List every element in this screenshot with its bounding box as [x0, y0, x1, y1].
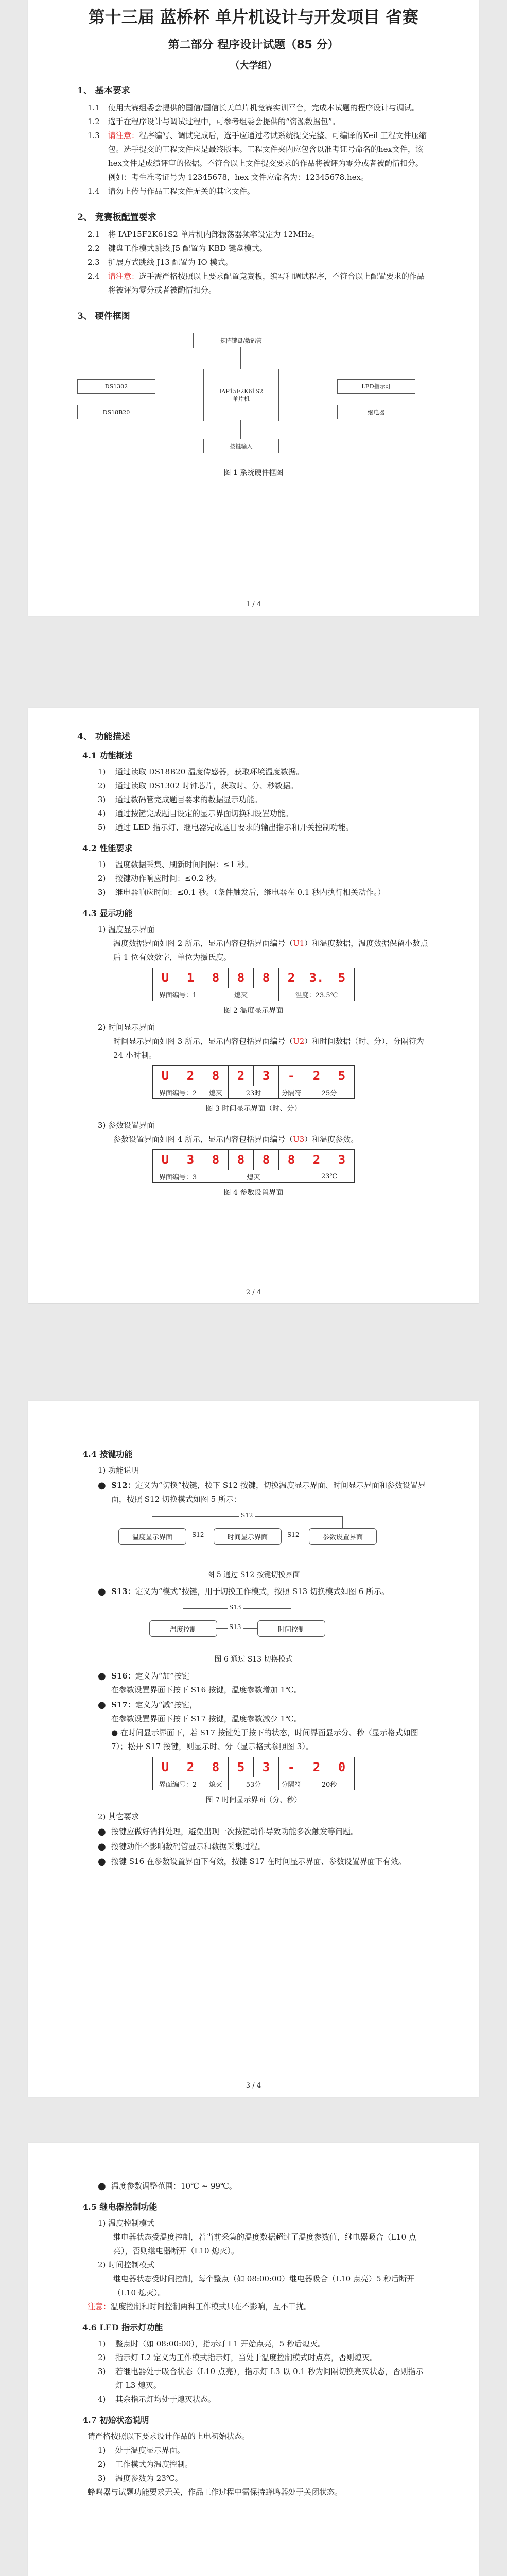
list-item	[88, 129, 430, 171]
keys-other-list	[77, 1825, 430, 1869]
lcd-digit: 5	[329, 1066, 355, 1086]
display-item-temp: 1) 温度显示界面	[98, 925, 155, 934]
page-number: 1 / 4	[246, 601, 261, 608]
temp-display-desc: 温度数据界面如图 2 所示，显示内容包括界面编号（U1）和温度数据，温度数据保留小数点后 1 位有效数字，单位为摄氏度。	[113, 939, 428, 962]
text-line: 在参数设置界面下按下 S16 按键，温度参数增加 1℃。	[111, 1685, 302, 1694]
time-minsec-display-digits	[152, 1757, 355, 1790]
lcd-digit: 2	[304, 1066, 329, 1086]
time-display-digits	[152, 1065, 355, 1099]
lcd-digit: 8	[279, 1150, 304, 1170]
item-text: 若继电器处于吸合状态（L10 点亮），指示灯 L3 以 0.1 秒为间隔切换亮灭状态，否则指示灯 L3 熄灭。	[115, 2367, 424, 2390]
item-number: 2.2	[88, 244, 100, 253]
lcd-digit: 8	[203, 968, 229, 988]
hardware-block-diagram	[77, 327, 430, 463]
lcd-segment-label: 20秒	[304, 1777, 355, 1790]
section-display: 4.3 显示功能	[82, 908, 133, 918]
item-text: 例如：考生准考证号为 12345678，hex 文件应命名为：12345678.hex。	[108, 173, 369, 182]
item-text: 温度参数为 23℃。	[115, 2473, 183, 2483]
text-line: 在参数设置界面下按下 S17 按键，温度参数减少 1℃。	[111, 1714, 302, 1723]
block-led: LED指示灯	[337, 379, 415, 394]
item-number	[88, 171, 108, 184]
item-text: 处于温度显示界面。	[115, 2446, 185, 2455]
param-display-digits	[152, 1149, 355, 1183]
text-line: 定义为“减”按键，	[135, 1700, 198, 1709]
item-number: 2)	[98, 2460, 106, 2469]
item-number: 2.3	[88, 258, 100, 267]
display-item-param: 3) 参数设置界面	[98, 1121, 155, 1130]
item-number: 3)	[98, 795, 106, 804]
figure-3-caption: 图 3 时间显示界面（时、分）	[205, 1105, 302, 1113]
section-init: 4.7 初始状态说明	[82, 2415, 149, 2425]
block-ds18b20: DS18B20	[77, 405, 155, 419]
section-keys: 4.4 按键功能	[82, 1449, 133, 1459]
lcd-segment-label: 温度：23.5℃	[279, 988, 355, 1001]
item-text: 指示灯 L2 定义为工作模式指示灯，当处于温度控制模式时点亮，否则熄灭。	[115, 2353, 378, 2362]
lcd-segment-label: 23时	[229, 1086, 279, 1099]
item-number: 1.1	[88, 103, 100, 112]
lcd-digit: 5	[229, 1757, 254, 1777]
section-board-config: 2、 竞赛板配置要求	[77, 212, 156, 223]
flow-temp-mode: 温度控制	[149, 1620, 217, 1637]
lcd-digit: 3	[329, 1150, 355, 1170]
flow-label: S12	[190, 1531, 206, 1538]
key-s13-desc: ● S13：定义为“模式”按键，用于切换工作模式，按照 S13 切换模式如图 6 所示。	[98, 1586, 390, 1597]
lcd-digit: 8	[203, 1757, 229, 1777]
key-s17-desc: ● S17：定义为“减”按键， 在参数设置界面下按下 S17 按键，温度参数减少 1℃。 ● 在时间显示界面下，若 S17 按键处于按下的状态，时间界面显示分、秒（显示格式如图 7）；松开 S17 按键，则显示时、分（显示格式参照图 3）。	[98, 1698, 430, 1754]
page-number: 3 / 4	[246, 2082, 261, 2090]
page-number: 2 / 4	[246, 1289, 261, 1296]
flow-temp-display: 温度显示界面	[118, 1528, 186, 1545]
figure-6-caption: 图 6 通过 S13 切换模式	[214, 1655, 293, 1664]
init-list	[77, 2444, 430, 2485]
lcd-digit: U	[153, 1150, 178, 1170]
lcd-digit: 2	[229, 1066, 254, 1086]
lcd-digit: 8	[203, 1066, 229, 1086]
item-text: 其余指示灯均处于熄灭状态。	[115, 2395, 216, 2404]
list-item	[98, 858, 430, 872]
lcd-segment-label: 23℃	[304, 1170, 355, 1183]
section-led: 4.6 LED 指示灯功能	[82, 2323, 163, 2332]
lcd-digit: 8	[254, 1150, 279, 1170]
relay-time-mode-title: 2) 时间控制模式	[98, 2260, 155, 2269]
keys-function-title: 1) 功能说明	[98, 1466, 139, 1475]
lcd-digit: 2	[304, 1757, 329, 1777]
group-label: （大学组）	[230, 60, 277, 71]
item-number: 1.3	[88, 131, 100, 140]
document-title: 第十三届 蓝桥杯 单片机设计与开发项目 省赛	[88, 7, 419, 27]
lcd-digit: 8	[229, 1150, 254, 1170]
item-text: 扩展方式跳线 J13 配置为 IO 模式。	[108, 258, 233, 267]
list-item	[98, 2471, 430, 2485]
item-text: 整点时（如 08:00:00），指示灯 L1 开始点亮，5 秒后熄灭。	[115, 2339, 325, 2348]
page-1	[28, 0, 479, 616]
lcd-digit: 3.	[304, 968, 329, 988]
item-number: 1)	[98, 2446, 106, 2455]
item-number: 3)	[98, 888, 106, 897]
list-item	[88, 228, 430, 242]
section-function: 4、 功能描述	[77, 732, 130, 742]
lcd-segment-label: 熄灭	[203, 1170, 304, 1183]
lcd-digit: 2	[304, 1150, 329, 1170]
connector	[240, 347, 241, 369]
figure-1-caption: 图 1 系统硬件框图	[223, 469, 284, 477]
list-item	[98, 2365, 430, 2393]
item-text: 继电器响应时间：≤0.1 秒。（条件触发后，继电器在 0.1 秒内执行相关动作。）	[115, 888, 386, 897]
lcd-digit: U	[153, 968, 178, 988]
item-number: 1.4	[88, 187, 100, 196]
relay-note: 注意：温度控制和时间控制两种工作模式只在不影响，互不干扰。	[88, 2302, 312, 2311]
lcd-digit: U	[153, 1066, 178, 1086]
lcd-segment-label: 53分	[229, 1777, 279, 1790]
item-text: 将 IAP15F2K61S2 单片机内部振荡器频率设定为 12MHz。	[108, 230, 320, 239]
flow-param-display: 参数设置界面	[309, 1528, 377, 1545]
item-text: 通过 LED 指示灯、继电器完成题目要求的输出指示和开关控制功能。	[115, 823, 354, 832]
item-number: 2.4	[88, 272, 100, 281]
list-item	[98, 821, 430, 835]
lcd-digit: 8	[203, 1150, 229, 1170]
list-item	[98, 793, 430, 807]
flow-label: S12	[286, 1531, 301, 1538]
list-item	[98, 2351, 430, 2365]
list-item: ● 按键 S16 在参数设置界面下有效，按键 S17 在时间显示界面、参数设置界面下有效。	[98, 1856, 406, 1867]
item-text: 请注意：选手需严格按照以上要求配置竞赛板，编写和调试程序，不符合以上配置要求的作品将被评为零分或者被酌情扣分。	[108, 272, 425, 295]
init-tail: 蜂鸣器与试题功能要求无关，作品工作过程中需保持蜂鸣器处于关闭状态。	[88, 2487, 343, 2497]
list-item	[98, 872, 430, 886]
lcd-segment-label: 熄灭	[203, 1777, 229, 1790]
text-line: ● 在时间显示界面下，若 S17 按键处于按下的状态，时间界面显示分、秒（显示格式如图 7）；松开 S17 按键，则显示时、分（显示格式参照图 3）。	[111, 1728, 418, 1751]
page-3	[28, 1401, 479, 2097]
list-item	[88, 101, 430, 115]
list-item	[88, 242, 430, 256]
item-number: 1.2	[88, 117, 100, 126]
page-4	[28, 2143, 479, 2576]
block-keypad-display: 矩阵键盘/数码管	[193, 333, 289, 348]
connector	[240, 420, 241, 439]
section-basic-requirements: 1、 基本要求	[77, 86, 130, 96]
list-item: ● 按键动作不影响数码管显示和数据采集过程。	[98, 1841, 266, 1852]
item-number: 1)	[98, 767, 106, 776]
lcd-digit: 8	[229, 968, 254, 988]
lcd-digit: -	[279, 1757, 304, 1777]
item-number: 4)	[98, 809, 106, 818]
item-number: 2)	[98, 781, 106, 790]
list-item	[98, 807, 430, 821]
text-line: 定义为“加”按键	[135, 1671, 190, 1681]
arrow	[342, 1516, 343, 1528]
temp-display-digits	[152, 968, 355, 1001]
item-number: 4)	[98, 2395, 106, 2404]
lcd-segment-label: 界面编号：3	[153, 1170, 203, 1183]
flow-time-mode: 时间控制	[257, 1620, 325, 1637]
lcd-digit: 2	[279, 968, 304, 988]
s12-flow-diagram	[108, 1509, 430, 1565]
item-number: 5)	[98, 823, 106, 832]
item-text: 通过读取 DS1302 时钟芯片，获取时、分、秒数据。	[115, 781, 299, 790]
lcd-segment-label: 界面编号：2	[153, 1777, 203, 1790]
list-item	[98, 765, 430, 779]
item-text: 选手在程序设计与调试过程中，可参考组委会提供的“资源数据包”。	[108, 117, 340, 126]
block-mcu: IAP15F2K61S2 单片机	[203, 369, 279, 421]
block-key-input: 按键输入	[203, 439, 279, 453]
list-item	[98, 2458, 430, 2471]
lcd-digit: 5	[329, 968, 355, 988]
flow-label: S13	[228, 1604, 243, 1611]
figure-2-caption: 图 2 温度显示界面	[223, 1007, 284, 1015]
item-number: 2)	[98, 2353, 106, 2362]
s13-flow-diagram	[108, 1601, 430, 1650]
item-number: 3)	[98, 2367, 106, 2376]
item-text: 请注意：程序编写、调试完成后，选手应通过考试系统提交完整、可编译的Keil 工程文件压缩包。选手提交的工程文件应是最终版本。工程文件夹内应包含以准考证号命名的hex文件，该hex文件是成绩评审的依据。不符合以上文件提交要求的作品将被评为零分或者被酌情扣分。	[108, 131, 427, 168]
performance-list	[77, 858, 430, 900]
param-display-desc: 参数设置界面如图 4 所示，显示内容包括界面编号（U3）和温度参数。	[113, 1134, 359, 1144]
list-item	[98, 2444, 430, 2458]
item-number: 3)	[98, 2473, 106, 2483]
lcd-digit: 8	[254, 968, 279, 988]
figure-4-caption: 图 4 参数设置界面	[223, 1189, 284, 1197]
list-item	[88, 184, 430, 198]
lcd-segment-label: 界面编号：1	[153, 988, 203, 1001]
lcd-digit: 2	[178, 1757, 203, 1777]
item-text: 键盘工作模式跳线 J5 配置为 KBD 键盘模式。	[108, 244, 267, 253]
lcd-segment-label: 熄灭	[203, 988, 279, 1001]
item-text: 使用大赛组委会提供的国信/国信长天单片机竞赛实训平台，完成本试题的程序设计与调试。	[108, 103, 420, 112]
lcd-segment-label: 熄灭	[203, 1086, 229, 1099]
board-config-list	[77, 228, 430, 297]
list-item	[98, 886, 430, 900]
lcd-digit: 2	[178, 1066, 203, 1086]
list-item	[88, 256, 430, 269]
overview-list	[77, 765, 430, 835]
section-relay: 4.5 继电器控制功能	[82, 2202, 158, 2212]
lcd-segment-label: 分隔符	[279, 1777, 304, 1790]
relay-time-mode-desc: 继电器状态受时间控制，每个整点（如 08:00:00）继电器吸合（L10 点亮）5 秒后断开（L10 熄灭）。	[113, 2274, 415, 2297]
list-item	[88, 171, 430, 184]
item-number: 1)	[98, 2339, 106, 2348]
led-list	[77, 2337, 430, 2406]
item-number: 2)	[98, 874, 106, 883]
item-text: 温度数据采集、刷新时间间隔：≤1 秒。	[115, 860, 253, 869]
figure-5-caption: 图 5 通过 S12 按键切换界面	[207, 1571, 300, 1579]
page-2	[28, 708, 479, 1303]
lcd-digit: 3	[254, 1066, 279, 1086]
lcd-digit: 1	[178, 968, 203, 988]
display-item-time: 2) 时间显示界面	[98, 1023, 155, 1032]
item-text: 通过读取 DS18B20 温度传感器，获取环境温度数据。	[115, 767, 304, 776]
section-overview: 4.1 功能概述	[82, 751, 133, 760]
time-display-desc: 时间显示界面如图 3 所示，显示内容包括界面编号（U2）和时间数据（时、分），分隔符为 24 小时制。	[113, 1037, 424, 1060]
lcd-digit: U	[153, 1757, 178, 1777]
list-item: ● 按键应做好消抖处理，避免出现一次按键动作导致功能多次触发等问题。	[98, 1826, 359, 1837]
section-hardware-diagram: 3、 硬件框图	[77, 311, 130, 321]
temp-range-bullet: ● 温度参数调整范围：10℃ ~ 99℃。	[98, 2181, 237, 2192]
list-item	[98, 2393, 430, 2406]
lcd-segment-label: 界面编号：2	[153, 1086, 203, 1099]
item-text: 按键动作响应时间：≤0.2 秒。	[115, 874, 222, 883]
key-s12-desc: ● S12：定义为“切换”按键，按下 S12 按键，切换温度显示界面、时间显示界面和参数设置界面，按照 S12 切换模式如图 5 所示：	[98, 1480, 426, 1504]
list-item	[98, 779, 430, 793]
item-text: 工作模式为温度控制。	[115, 2460, 193, 2469]
lcd-segment-label: 分隔符	[279, 1086, 304, 1099]
flow-time-display: 时间显示界面	[214, 1528, 282, 1545]
keys-other-title: 2) 其它要求	[98, 1812, 139, 1821]
item-text: 通过数码管完成题目要求的数据显示功能。	[115, 795, 263, 804]
block-relay: 继电器	[337, 405, 415, 419]
lcd-digit: 3	[178, 1150, 203, 1170]
item-text: 请勿上传与作品工程文件无关的其它文件。	[108, 187, 255, 196]
lcd-digit: 3	[254, 1757, 279, 1777]
section-performance: 4.2 性能要求	[82, 843, 133, 853]
flow-label: S12	[239, 1512, 255, 1519]
document-subtitle: 第二部分 程序设计试题（85 分）	[168, 39, 339, 52]
list-item	[98, 2337, 430, 2351]
key-s16-desc: ● S16：定义为“加”按键 在参数设置界面下按下 S16 按键，温度参数增加 1℃。	[98, 1669, 430, 1697]
block-ds1302: DS1302	[77, 379, 155, 394]
lcd-segment-label: 25分	[304, 1086, 355, 1099]
flow-label: S13	[228, 1623, 243, 1631]
init-intro: 请严格按照以下要求设计作品的上电初始状态。	[88, 2432, 250, 2441]
list-item	[88, 115, 430, 129]
basic-requirements-list	[77, 101, 430, 198]
item-number: 2.1	[88, 230, 100, 239]
relay-temp-mode-title: 1) 温度控制模式	[98, 2218, 155, 2228]
list-item	[88, 269, 430, 297]
figure-7-caption: 图 7 时间显示界面（分、秒）	[205, 1796, 302, 1804]
lcd-digit: 0	[329, 1757, 355, 1777]
lcd-digit: -	[279, 1066, 304, 1086]
item-number: 1)	[98, 860, 106, 869]
item-text: 通过按键完成题目设定的显示界面切换和设置功能。	[115, 809, 293, 818]
relay-temp-mode-desc: 继电器状态受温度控制，若当前采集的温度数据超过了温度参数值，继电器吸合（L10 点亮），否则继电器断开（L10 熄灭）。	[113, 2232, 416, 2256]
